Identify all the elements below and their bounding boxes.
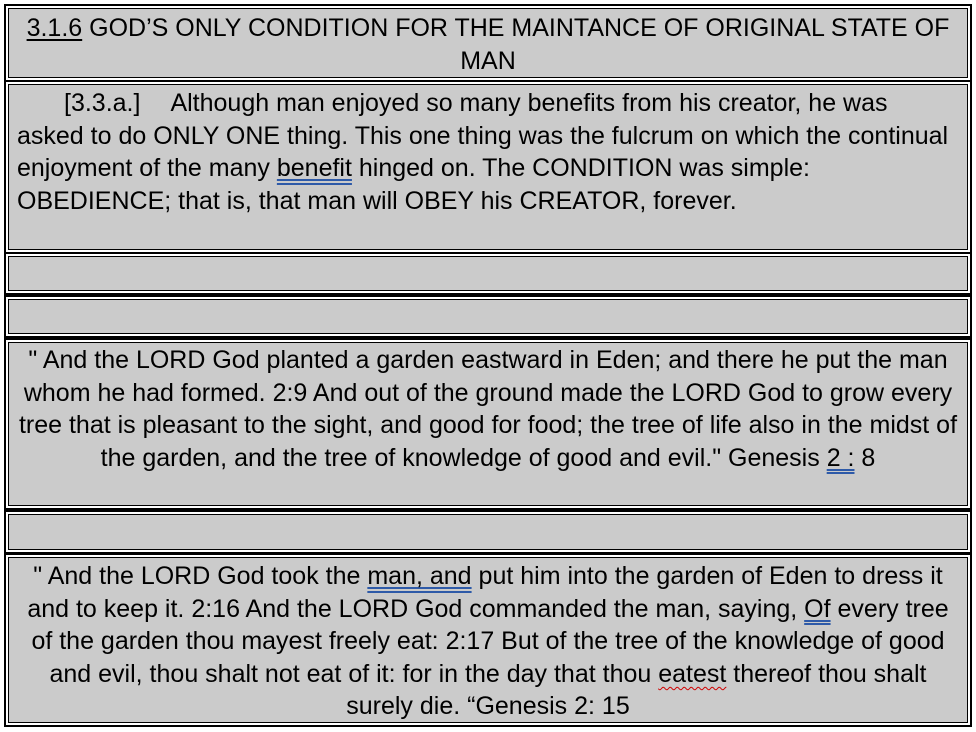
paragraph-ref: [3.3.a.] <box>64 89 141 117</box>
paragraph-benefit-word: benefit <box>276 154 352 183</box>
quote-2-text-1: " And the LORD God took the <box>33 562 368 590</box>
scripture-quote-2 <box>8 557 968 723</box>
paragraph-text-1: Although man enjoyed so many benefits from his creator, he was asked to do ONLY ONE thing. This one thing was the fulcrum on which the continual enjoyment of the many <box>17 89 949 183</box>
section-number: 3.1.6 <box>26 14 83 42</box>
quote-2-misspelled-word: eatest <box>658 659 727 688</box>
section-title: GOD’S ONLY CONDITION FOR THE MAINTANCE OF ORIGINAL STATE OF MAN <box>89 14 950 75</box>
quote-1-ref-underlined: 2 : <box>826 443 855 472</box>
scripture-quote-1 <box>8 342 968 506</box>
empty-row <box>8 299 968 334</box>
section-heading <box>8 8 968 78</box>
quote-1-ref-end: 8 <box>854 443 876 472</box>
quote-1-text: " And the LORD God planted a garden eastward in Eden; and there he put the man whom he had formed. 2:9 And out of the ground made the LORD God to grow every tree that is pleasant to the sight, and good for food; the tree of life also in the midst of the garden, and the tree of knowledge of good and evil." Genesis <box>18 346 958 472</box>
quote-2-text-4: thereof thou shalt surely die. “Genesis 2: 15 <box>346 659 927 721</box>
quote-2-underlined-2: Of <box>804 594 831 623</box>
paragraph-3-3-a <box>8 84 968 250</box>
paragraph-text-2: hinged on. The CONDITION was simple: OBEDIENCE; that is, that man will OBEY his CREATOR, forever. <box>17 154 810 215</box>
empty-row <box>8 256 968 291</box>
quote-2-underlined-1: man, and <box>367 562 472 590</box>
quote-2-text-3: every tree of the garden thou mayest freely eat: 2:17 But of the tree of the knowledge of good and evil, thou shalt not eat of it: for in the day that thou <box>31 594 949 688</box>
quote-2-text-2: put him into the garden of Eden to dress it and to keep it. 2:16 And the LORD God commanded the man, saying, <box>27 562 943 623</box>
empty-row <box>8 514 968 550</box>
